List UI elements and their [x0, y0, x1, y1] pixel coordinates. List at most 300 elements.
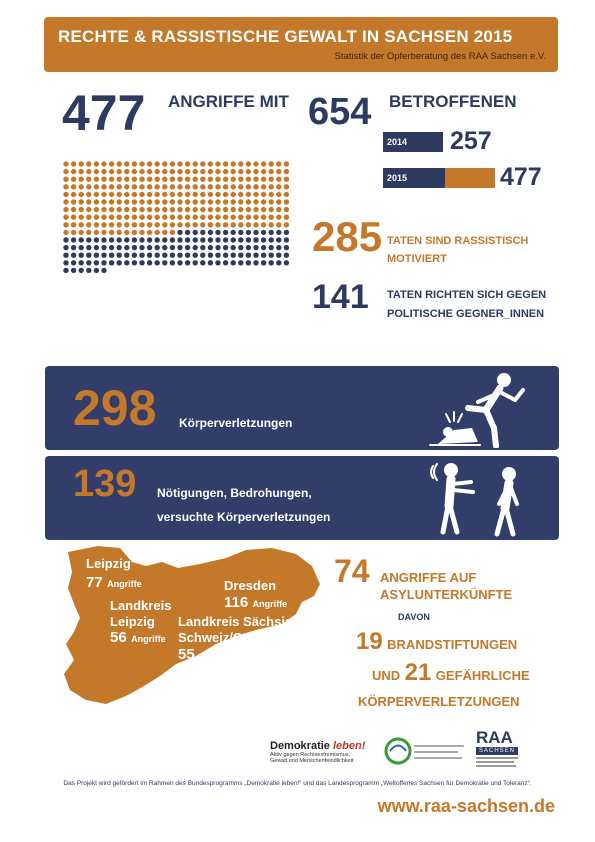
racist-attack-dot: [185, 161, 190, 166]
racist-attack-dot: [246, 192, 251, 197]
racist-attack-dot: [269, 192, 274, 197]
racist-attack-dot: [177, 184, 182, 189]
racist-attack-dot: [79, 207, 84, 212]
racist-attack-dot: [246, 207, 251, 212]
map-saechs-schweiz-unit: Angriffe: [199, 651, 234, 661]
racist-attack-dot: [238, 161, 243, 166]
demokratie-logo-sub1: Aktiv gegen Rechtsextremismus,: [270, 752, 351, 758]
map-dresden-unit: Angriffe: [252, 599, 288, 609]
political-attack-dot: [208, 253, 213, 258]
racist-attack-dot: [269, 207, 274, 212]
political-attack-dot: [124, 237, 129, 242]
political-attack-dot: [71, 260, 76, 265]
political-attack-dot: [261, 237, 266, 242]
racist-attack-dot: [132, 184, 137, 189]
racist-attack-dot: [155, 177, 160, 182]
racist-attack-dot: [86, 161, 91, 166]
political-attack-dot: [253, 260, 258, 265]
political-attack-dot: [246, 253, 251, 258]
political-attack-dot: [238, 245, 243, 250]
racist-attack-dot: [284, 184, 289, 189]
political-attack-dot: [79, 253, 84, 258]
racist-attack-dot: [94, 207, 99, 212]
political-attack-dot: [162, 245, 167, 250]
racist-attack-dot: [86, 199, 91, 204]
racist-attack-dot: [253, 199, 258, 204]
racist-text-line1: TATEN SIND RASSISTISCH: [387, 235, 529, 247]
asylum-number: 74: [334, 553, 370, 589]
political-attack-dot: [63, 268, 68, 273]
political-attack-dot: [238, 237, 243, 242]
racist-attack-dot: [193, 207, 198, 212]
political-attack-dot: [109, 253, 114, 258]
political-attack-dot: [269, 237, 274, 242]
racist-attack-dot: [71, 177, 76, 182]
political-attack-dot: [155, 237, 160, 242]
racist-attack-dot: [223, 192, 228, 197]
racist-attack-dot: [132, 222, 137, 227]
political-attack-dot: [86, 253, 91, 258]
political-attack-dot: [132, 245, 137, 250]
racist-attack-dot: [185, 169, 190, 174]
racist-attack-dot: [231, 169, 236, 174]
racist-attack-dot: [109, 177, 114, 182]
asylum-line2: ASYLUNTERKÜNFTE: [380, 587, 513, 602]
racist-attack-dot: [162, 161, 167, 166]
racist-attack-dot: [253, 161, 258, 166]
kicking-figure-icon: [420, 370, 540, 448]
year-bar-2015-base: [383, 168, 445, 188]
racist-attack-dot: [109, 230, 114, 235]
political-attack-dot: [101, 253, 106, 258]
demokratie-logo-sub2: Gewalt und Menschenfeindlichkeit: [270, 758, 354, 764]
asylum-line1: ANGRIFFE AUF: [380, 570, 477, 585]
racist-attack-dot: [253, 207, 258, 212]
political-attack-dot: [132, 237, 137, 242]
racist-attack-dot: [238, 222, 243, 227]
racist-attack-dot: [124, 169, 129, 174]
year-bar-2014: [383, 132, 443, 152]
racist-attack-dot: [246, 177, 251, 182]
racist-attack-dot: [132, 230, 137, 235]
political-attack-dot: [238, 260, 243, 265]
map-lk-leipzig-stat: [110, 629, 166, 647]
political-attack-dot: [101, 237, 106, 242]
racist-attack-dot: [284, 199, 289, 204]
political-attack-dot: [231, 245, 236, 250]
page-subtitle: Statistik der Opferberatung des RAA Sachsen e.V.: [334, 51, 546, 62]
racist-attack-dot: [238, 177, 243, 182]
racist-attack-dot: [155, 161, 160, 166]
racist-attack-dot: [101, 177, 106, 182]
political-attack-dot: [231, 237, 236, 242]
racist-attack-dot: [261, 177, 266, 182]
racist-attack-dot: [261, 192, 266, 197]
racist-attack-dot: [162, 169, 167, 174]
racist-attack-dot: [101, 215, 106, 220]
dangerous-injury-stat: [372, 659, 530, 687]
racist-attack-dot: [63, 230, 68, 235]
political-attack-dot: [200, 237, 205, 242]
political-attack-dot: [269, 230, 274, 235]
map-saechs-schweiz-name1: Landkreis Sächsische: [178, 614, 315, 629]
political-attack-dot: [261, 253, 266, 258]
racist-attack-dot: [246, 215, 251, 220]
political-attack-dot: [117, 260, 122, 265]
racist-attack-dot: [246, 184, 251, 189]
affected-number: 654: [308, 91, 372, 133]
racist-attack-dot: [276, 222, 281, 227]
racist-attack-dot: [185, 177, 190, 182]
racist-attack-dot: [208, 192, 213, 197]
racist-attack-dot: [117, 230, 122, 235]
racist-attack-dot: [101, 222, 106, 227]
political-attack-dot: [155, 253, 160, 258]
racist-attack-dot: [253, 192, 258, 197]
political-attack-dot: [101, 260, 106, 265]
political-attack-dot: [147, 253, 152, 258]
racist-attack-dot: [284, 207, 289, 212]
racist-attack-dot: [124, 192, 129, 197]
political-attack-dot: [261, 245, 266, 250]
racist-attack-dot: [71, 161, 76, 166]
racist-attack-dot: [238, 184, 243, 189]
header-banner: [44, 17, 558, 72]
racist-attack-dot: [276, 161, 281, 166]
threats-line1: Nötigungen, Bedrohungen,: [157, 486, 312, 500]
racist-attack-dot: [139, 177, 144, 182]
political-attack-dot: [284, 253, 289, 258]
year-label-2015: 2015: [387, 173, 408, 183]
racist-attack-dot: [63, 192, 68, 197]
map-leipzig-number: 77: [86, 574, 103, 591]
map-saechs-schweiz-name2: Schweiz/Osterzgebirge: [178, 630, 321, 645]
racist-attack-dot: [86, 215, 91, 220]
political-number: 141: [312, 278, 369, 316]
political-attack-dot: [246, 230, 251, 235]
political-attack-dot: [208, 230, 213, 235]
year-row-2015: [383, 168, 495, 188]
racist-attack-dot: [246, 222, 251, 227]
political-attack-dot: [253, 237, 258, 242]
racist-attack-dot: [170, 230, 175, 235]
map-leipzig-stat: [86, 574, 142, 592]
racist-attack-dot: [117, 161, 122, 166]
racist-attack-dot: [215, 161, 220, 166]
racist-attack-dot: [215, 184, 220, 189]
racist-attack-dot: [276, 177, 281, 182]
racist-attack-dot: [147, 207, 152, 212]
racist-attack-dot: [193, 177, 198, 182]
political-attack-dot: [193, 230, 198, 235]
political-attack-dot: [200, 260, 205, 265]
political-attack-dot: [276, 237, 281, 242]
political-attack-dot: [86, 260, 91, 265]
racist-attack-dot: [79, 169, 84, 174]
asylum-davon: DAVON: [398, 612, 430, 622]
racist-attack-dot: [117, 177, 122, 182]
racist-attack-dot: [79, 199, 84, 204]
racist-attack-dot: [79, 230, 84, 235]
racist-attack-dot: [162, 222, 167, 227]
political-attack-dot: [215, 260, 220, 265]
racist-attack-dot: [132, 215, 137, 220]
racist-attack-dot: [223, 184, 228, 189]
arson-label: BRANDSTIFTUNGEN: [387, 637, 518, 652]
political-attack-dot: [86, 237, 91, 242]
political-attack-dot: [284, 245, 289, 250]
racist-attack-dot: [109, 207, 114, 212]
political-attack-dot: [117, 253, 122, 258]
year-bar-2015-increase: [445, 168, 495, 188]
political-attack-dot: [86, 245, 91, 250]
political-attack-dot: [215, 253, 220, 258]
racist-attack-dot: [71, 207, 76, 212]
racist-attack-dot: [200, 222, 205, 227]
racist-attack-dot: [284, 169, 289, 174]
racist-attack-dot: [139, 161, 144, 166]
racist-attack-dot: [71, 184, 76, 189]
racist-attack-dot: [269, 222, 274, 227]
political-attack-dot: [63, 237, 68, 242]
racist-attack-dot: [124, 199, 129, 204]
political-attack-dot: [208, 245, 213, 250]
racist-attack-dot: [246, 199, 251, 204]
political-attack-dot: [223, 245, 228, 250]
racist-attack-dot: [94, 222, 99, 227]
racist-attack-dot: [124, 161, 129, 166]
racist-attack-dot: [208, 184, 213, 189]
racist-attack-dot: [101, 169, 106, 174]
political-attack-dot: [269, 260, 274, 265]
racist-attack-dot: [261, 169, 266, 174]
political-attack-dot: [139, 237, 144, 242]
racist-attack-dot: [63, 207, 68, 212]
racist-attack-dot: [132, 177, 137, 182]
racist-attack-dot: [193, 192, 198, 197]
racist-text-line2: MOTIVIERT: [387, 253, 447, 265]
racist-attack-dot: [155, 207, 160, 212]
racist-attack-dot: [117, 207, 122, 212]
political-attack-dot: [185, 237, 190, 242]
racist-attack-dot: [132, 192, 137, 197]
website-link[interactable]: www.raa-sachsen.de: [377, 796, 555, 816]
racist-attack-dot: [139, 207, 144, 212]
racist-attack-dot: [139, 169, 144, 174]
racist-attack-dot: [139, 230, 144, 235]
political-attack-dot: [117, 245, 122, 250]
leben-logo-word: leben!: [332, 740, 366, 752]
political-attack-dot: [170, 237, 175, 242]
page-title: RECHTE & RASSISTISCHE GEWALT IN SACHSEN 2015: [58, 27, 513, 46]
racist-attack-dot: [185, 207, 190, 212]
year-value-2014: 257: [450, 127, 492, 155]
political-attack-dot: [223, 253, 228, 258]
political-attack-dot: [231, 260, 236, 265]
racist-attack-dot: [238, 192, 243, 197]
racist-attack-dot: [86, 230, 91, 235]
racist-attack-dot: [155, 169, 160, 174]
arson-number: 19: [356, 628, 383, 655]
political-attack-dot: [63, 253, 68, 258]
weltoffenes-sachsen-logo: [384, 732, 468, 770]
political-attack-dot: [155, 245, 160, 250]
racist-attack-dot: [147, 199, 152, 204]
political-attack-dot: [193, 260, 198, 265]
racist-attack-dot: [276, 169, 281, 174]
racist-attack-dot: [276, 192, 281, 197]
political-attack-dot: [231, 230, 236, 235]
racist-attack-dot: [215, 222, 220, 227]
racist-attack-dot: [185, 192, 190, 197]
political-attack-dot: [177, 237, 182, 242]
political-attack-dot: [170, 253, 175, 258]
racist-attack-dot: [162, 177, 167, 182]
racist-attack-dot: [208, 177, 213, 182]
racist-attack-dot: [269, 184, 274, 189]
racist-attack-dot: [162, 207, 167, 212]
political-attack-dot: [284, 260, 289, 265]
racist-attack-dot: [162, 199, 167, 204]
racist-attack-dot: [269, 161, 274, 166]
racist-attack-dot: [208, 199, 213, 204]
raa-logo-sub: SACHSEN: [476, 747, 518, 755]
racist-attack-dot: [162, 192, 167, 197]
racist-attack-dot: [238, 215, 243, 220]
racist-attack-dot: [177, 222, 182, 227]
racist-attack-dot: [132, 169, 137, 174]
political-attack-dot: [101, 245, 106, 250]
racist-attack-dot: [200, 192, 205, 197]
political-attack-dot: [193, 237, 198, 242]
racist-attack-dot: [231, 192, 236, 197]
political-attack-dot: [246, 245, 251, 250]
racist-attack-dot: [223, 199, 228, 204]
racist-attack-dot: [238, 169, 243, 174]
political-attack-dot: [185, 253, 190, 258]
racist-attack-dot: [117, 222, 122, 227]
racist-attack-dot: [94, 192, 99, 197]
racist-attack-dot: [215, 177, 220, 182]
racist-attack-dot: [208, 169, 213, 174]
racist-attack-dot: [109, 222, 114, 227]
racist-attack-dot: [284, 222, 289, 227]
racist-attack-dot: [124, 215, 129, 220]
affected-label: BETROFFENEN: [389, 92, 517, 111]
racist-attack-dot: [132, 199, 137, 204]
political-attack-dot: [200, 245, 205, 250]
racist-attack-dot: [147, 169, 152, 174]
racist-attack-dot: [231, 207, 236, 212]
racist-attack-dot: [215, 199, 220, 204]
injuries-label: Körperverletzungen: [179, 416, 293, 430]
racist-attack-dot: [170, 222, 175, 227]
racist-attack-dot: [139, 222, 144, 227]
racist-attack-dot: [63, 161, 68, 166]
racist-attack-dot: [170, 199, 175, 204]
racist-attack-dot: [147, 230, 152, 235]
political-attack-dot: [200, 230, 205, 235]
political-attack-dot: [284, 230, 289, 235]
map-lk-leipzig-name1: Landkreis: [110, 598, 172, 613]
political-text-line1: TATEN RICHTEN SICH GEGEN: [387, 289, 547, 301]
racist-attack-dot: [193, 161, 198, 166]
racist-attack-dot: [231, 215, 236, 220]
political-attack-dot: [177, 230, 182, 235]
racist-attack-dot: [79, 215, 84, 220]
political-attack-dot: [63, 245, 68, 250]
racist-attack-dot: [101, 199, 106, 204]
racist-attack-dot: [253, 184, 258, 189]
political-attack-dot: [177, 253, 182, 258]
racist-attack-dot: [79, 222, 84, 227]
racist-attack-dot: [284, 177, 289, 182]
arson-stat: [356, 628, 517, 656]
racist-attack-dot: [253, 177, 258, 182]
racist-attack-dot: [63, 177, 68, 182]
political-attack-dot: [71, 268, 76, 273]
dangerous-label2: KÖRPERVERLETZUNGEN: [358, 694, 520, 709]
racist-attack-dot: [170, 177, 175, 182]
racist-attack-dot: [231, 177, 236, 182]
racist-attack-dot: [94, 169, 99, 174]
racist-attack-dot: [253, 222, 258, 227]
racist-attack-dot: [117, 199, 122, 204]
dangerous-number: 21: [404, 659, 432, 686]
racist-attack-dot: [246, 161, 251, 166]
racist-attack-dot: [276, 199, 281, 204]
racist-attack-dot: [269, 215, 274, 220]
year-label-2014: 2014: [387, 137, 408, 147]
racist-attack-dot: [208, 215, 213, 220]
attacks-label: ANGRIFFE MIT: [168, 92, 289, 111]
racist-attack-dot: [94, 177, 99, 182]
racist-attack-dot: [79, 177, 84, 182]
political-attack-dot: [124, 245, 129, 250]
racist-attack-dot: [261, 184, 266, 189]
racist-attack-dot: [86, 177, 91, 182]
racist-attack-dot: [223, 161, 228, 166]
political-attack-dot: [71, 253, 76, 258]
racist-attack-dot: [86, 207, 91, 212]
raa-sachsen-logo: [476, 729, 518, 767]
map-dresden-number: 116: [224, 594, 249, 611]
political-attack-dot: [276, 230, 281, 235]
political-attack-dot: [276, 245, 281, 250]
political-attack-dot: [238, 253, 243, 258]
political-attack-dot: [170, 245, 175, 250]
racist-attack-dot: [94, 184, 99, 189]
racist-attack-dot: [79, 192, 84, 197]
racist-attack-dot: [162, 230, 167, 235]
racist-attack-dot: [185, 199, 190, 204]
political-attack-dot: [193, 253, 198, 258]
racist-attack-dot: [101, 230, 106, 235]
racist-attack-dot: [147, 215, 152, 220]
racist-attack-dot: [94, 215, 99, 220]
political-attack-dot: [109, 245, 114, 250]
political-attack-dot: [162, 237, 167, 242]
political-attack-dot: [177, 260, 182, 265]
racist-attack-dot: [276, 184, 281, 189]
political-attack-dot: [132, 260, 137, 265]
political-attack-dot: [147, 237, 152, 242]
political-attack-dot: [253, 230, 258, 235]
political-attack-dot: [132, 253, 137, 258]
racist-attack-dot: [86, 192, 91, 197]
racist-attack-dot: [109, 184, 114, 189]
political-attack-dot: [215, 230, 220, 235]
